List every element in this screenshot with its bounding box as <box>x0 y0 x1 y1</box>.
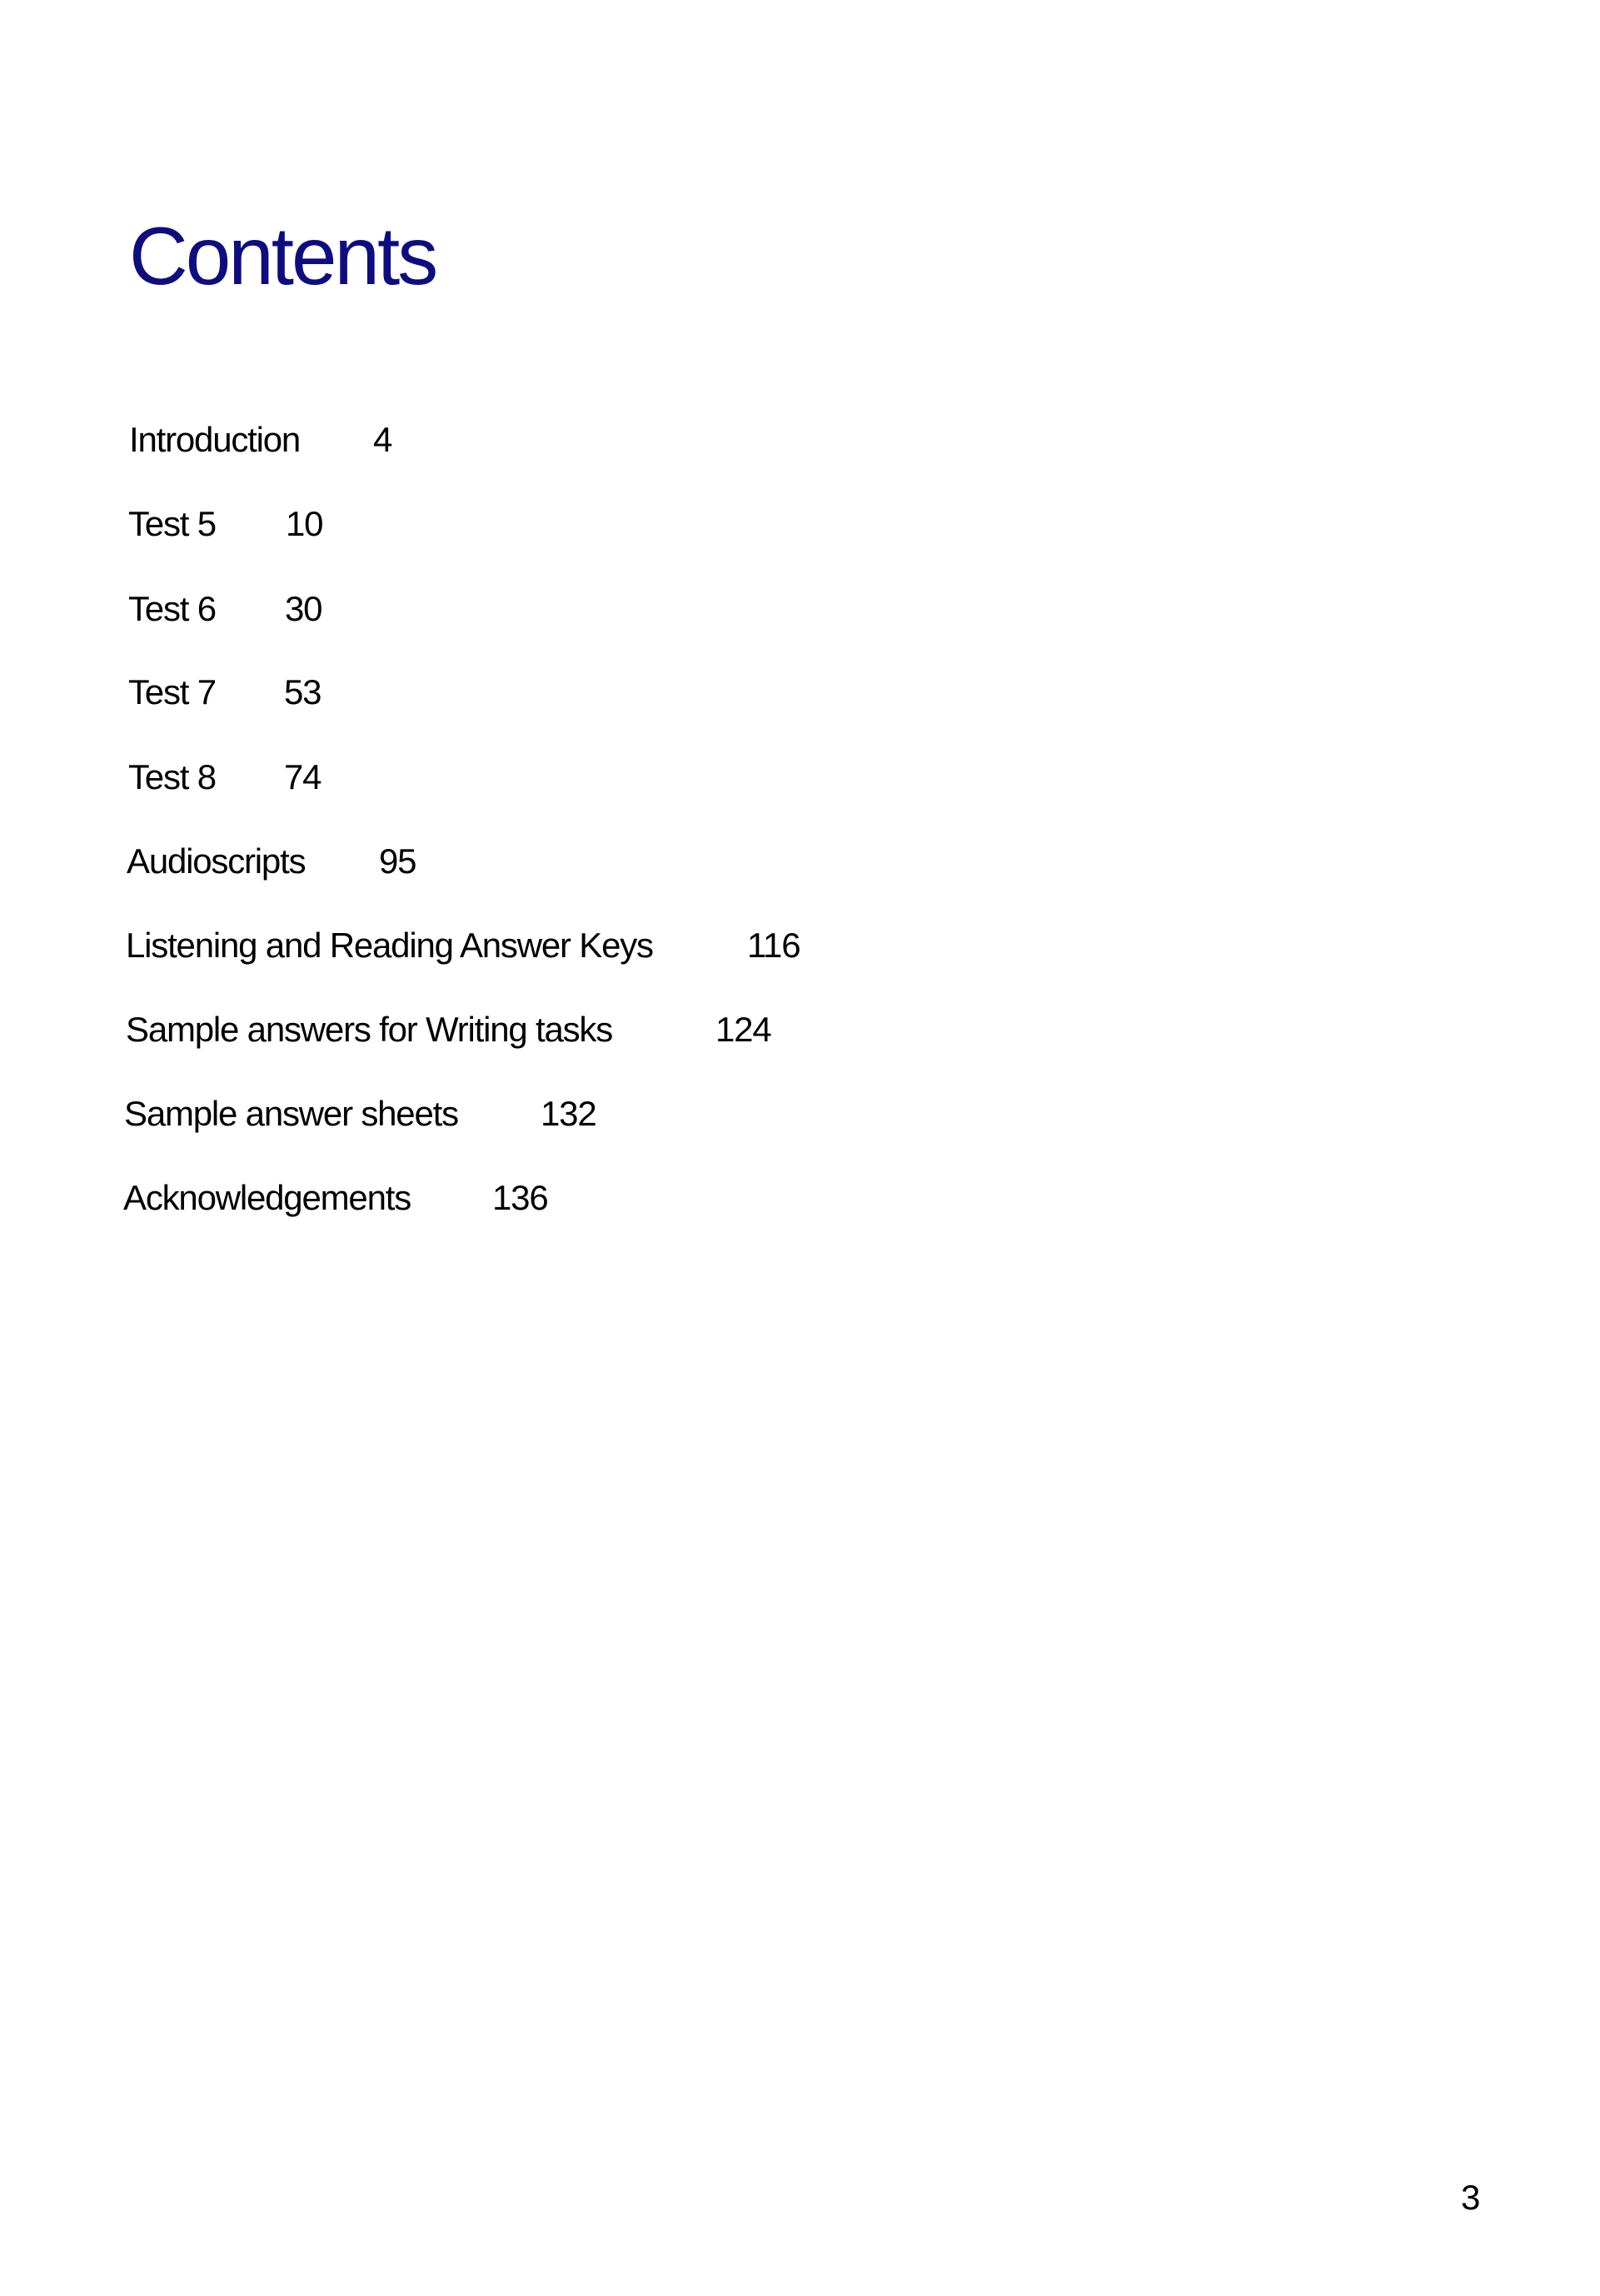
toc-entry-page: 136 <box>492 1178 548 1217</box>
toc-entry-label: Test 5 <box>128 504 216 543</box>
toc-entry-page: 116 <box>747 926 800 965</box>
toc-entry-label: Test 6 <box>128 589 216 628</box>
toc-entry-label: Test 7 <box>128 672 216 711</box>
toc-entry-label: Audioscripts <box>127 841 306 881</box>
toc-entry-page: 124 <box>715 1010 771 1049</box>
toc-entry-page: 74 <box>284 757 321 796</box>
toc-entry-label: Introduction <box>129 420 301 459</box>
toc-entry-page: 4 <box>373 420 392 459</box>
toc-entry-label: Test 8 <box>128 757 216 796</box>
page-title: Contents <box>129 210 436 302</box>
toc-entry-page: 95 <box>379 841 416 881</box>
toc-entry-label: Acknowledgements <box>123 1178 411 1217</box>
page-number: 3 <box>1461 2178 1481 2217</box>
toc-entry-page: 30 <box>285 589 322 628</box>
toc-entry-page: 132 <box>541 1094 596 1133</box>
toc-entry-page: 53 <box>284 672 321 711</box>
toc-entry-label: Sample answer sheets <box>124 1094 458 1133</box>
toc-entry-label: Listening and Reading Answer Keys <box>126 926 653 965</box>
toc-entry-page: 10 <box>286 504 323 543</box>
toc-entry-label: Sample answers for Writing tasks <box>126 1010 613 1049</box>
